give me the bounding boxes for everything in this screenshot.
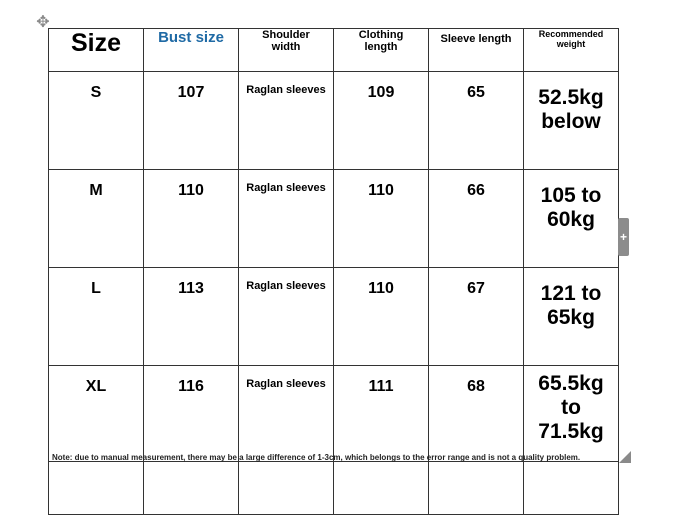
shoulder-cell: Raglan sleeves <box>239 72 334 170</box>
table-row <box>49 268 619 366</box>
sleeve-length-cell: 66 <box>429 170 524 268</box>
header-shoulder: Shoulder width <box>239 29 334 72</box>
weight-cell: 65.5kg to 71.5kg <box>524 366 619 462</box>
table-row <box>49 72 619 170</box>
sleeve-length-cell: 67 <box>429 268 524 366</box>
header-weight: Recommended weight <box>524 29 619 72</box>
size-cell: XL <box>49 366 144 462</box>
table-row <box>49 170 619 268</box>
empty-row <box>49 462 619 515</box>
bust-cell: 116 <box>144 366 239 462</box>
sleeve-length-cell: 65 <box>429 72 524 170</box>
measurement-note: Note: due to manual measurement, there may be a large difference of 1-3cm, which belongs to the error range and is not a quality problem. <box>52 453 581 462</box>
weight-cell: 121 to 65kg <box>524 268 619 366</box>
weight-cell: 52.5kg below <box>524 72 619 170</box>
header-row <box>49 29 619 72</box>
size-chart-table <box>48 28 619 515</box>
header-bust: Bust size <box>144 29 239 72</box>
move-icon[interactable]: ✥ <box>36 14 50 31</box>
clothing-length-cell: 110 <box>334 268 429 366</box>
clothing-length-cell: 110 <box>334 170 429 268</box>
bust-cell: 107 <box>144 72 239 170</box>
sleeve-length-cell: 68 <box>429 366 524 462</box>
clothing-length-cell: 111 <box>334 366 429 462</box>
table-row <box>49 366 619 462</box>
plus-icon[interactable]: + <box>618 218 629 256</box>
shoulder-cell: Raglan sleeves <box>239 170 334 268</box>
bust-cell: 113 <box>144 268 239 366</box>
header-size: Size <box>49 29 144 72</box>
header-sleeve: Sleeve length <box>429 29 524 72</box>
bust-cell: 110 <box>144 170 239 268</box>
size-cell: L <box>49 268 144 366</box>
shoulder-cell: Raglan sleeves <box>239 268 334 366</box>
shoulder-cell: Raglan sleeves <box>239 366 334 462</box>
header-clothing: Clothing length <box>334 29 429 72</box>
size-cell: M <box>49 170 144 268</box>
size-cell: S <box>49 72 144 170</box>
weight-cell: 105 to 60kg <box>524 170 619 268</box>
clothing-length-cell: 109 <box>334 72 429 170</box>
